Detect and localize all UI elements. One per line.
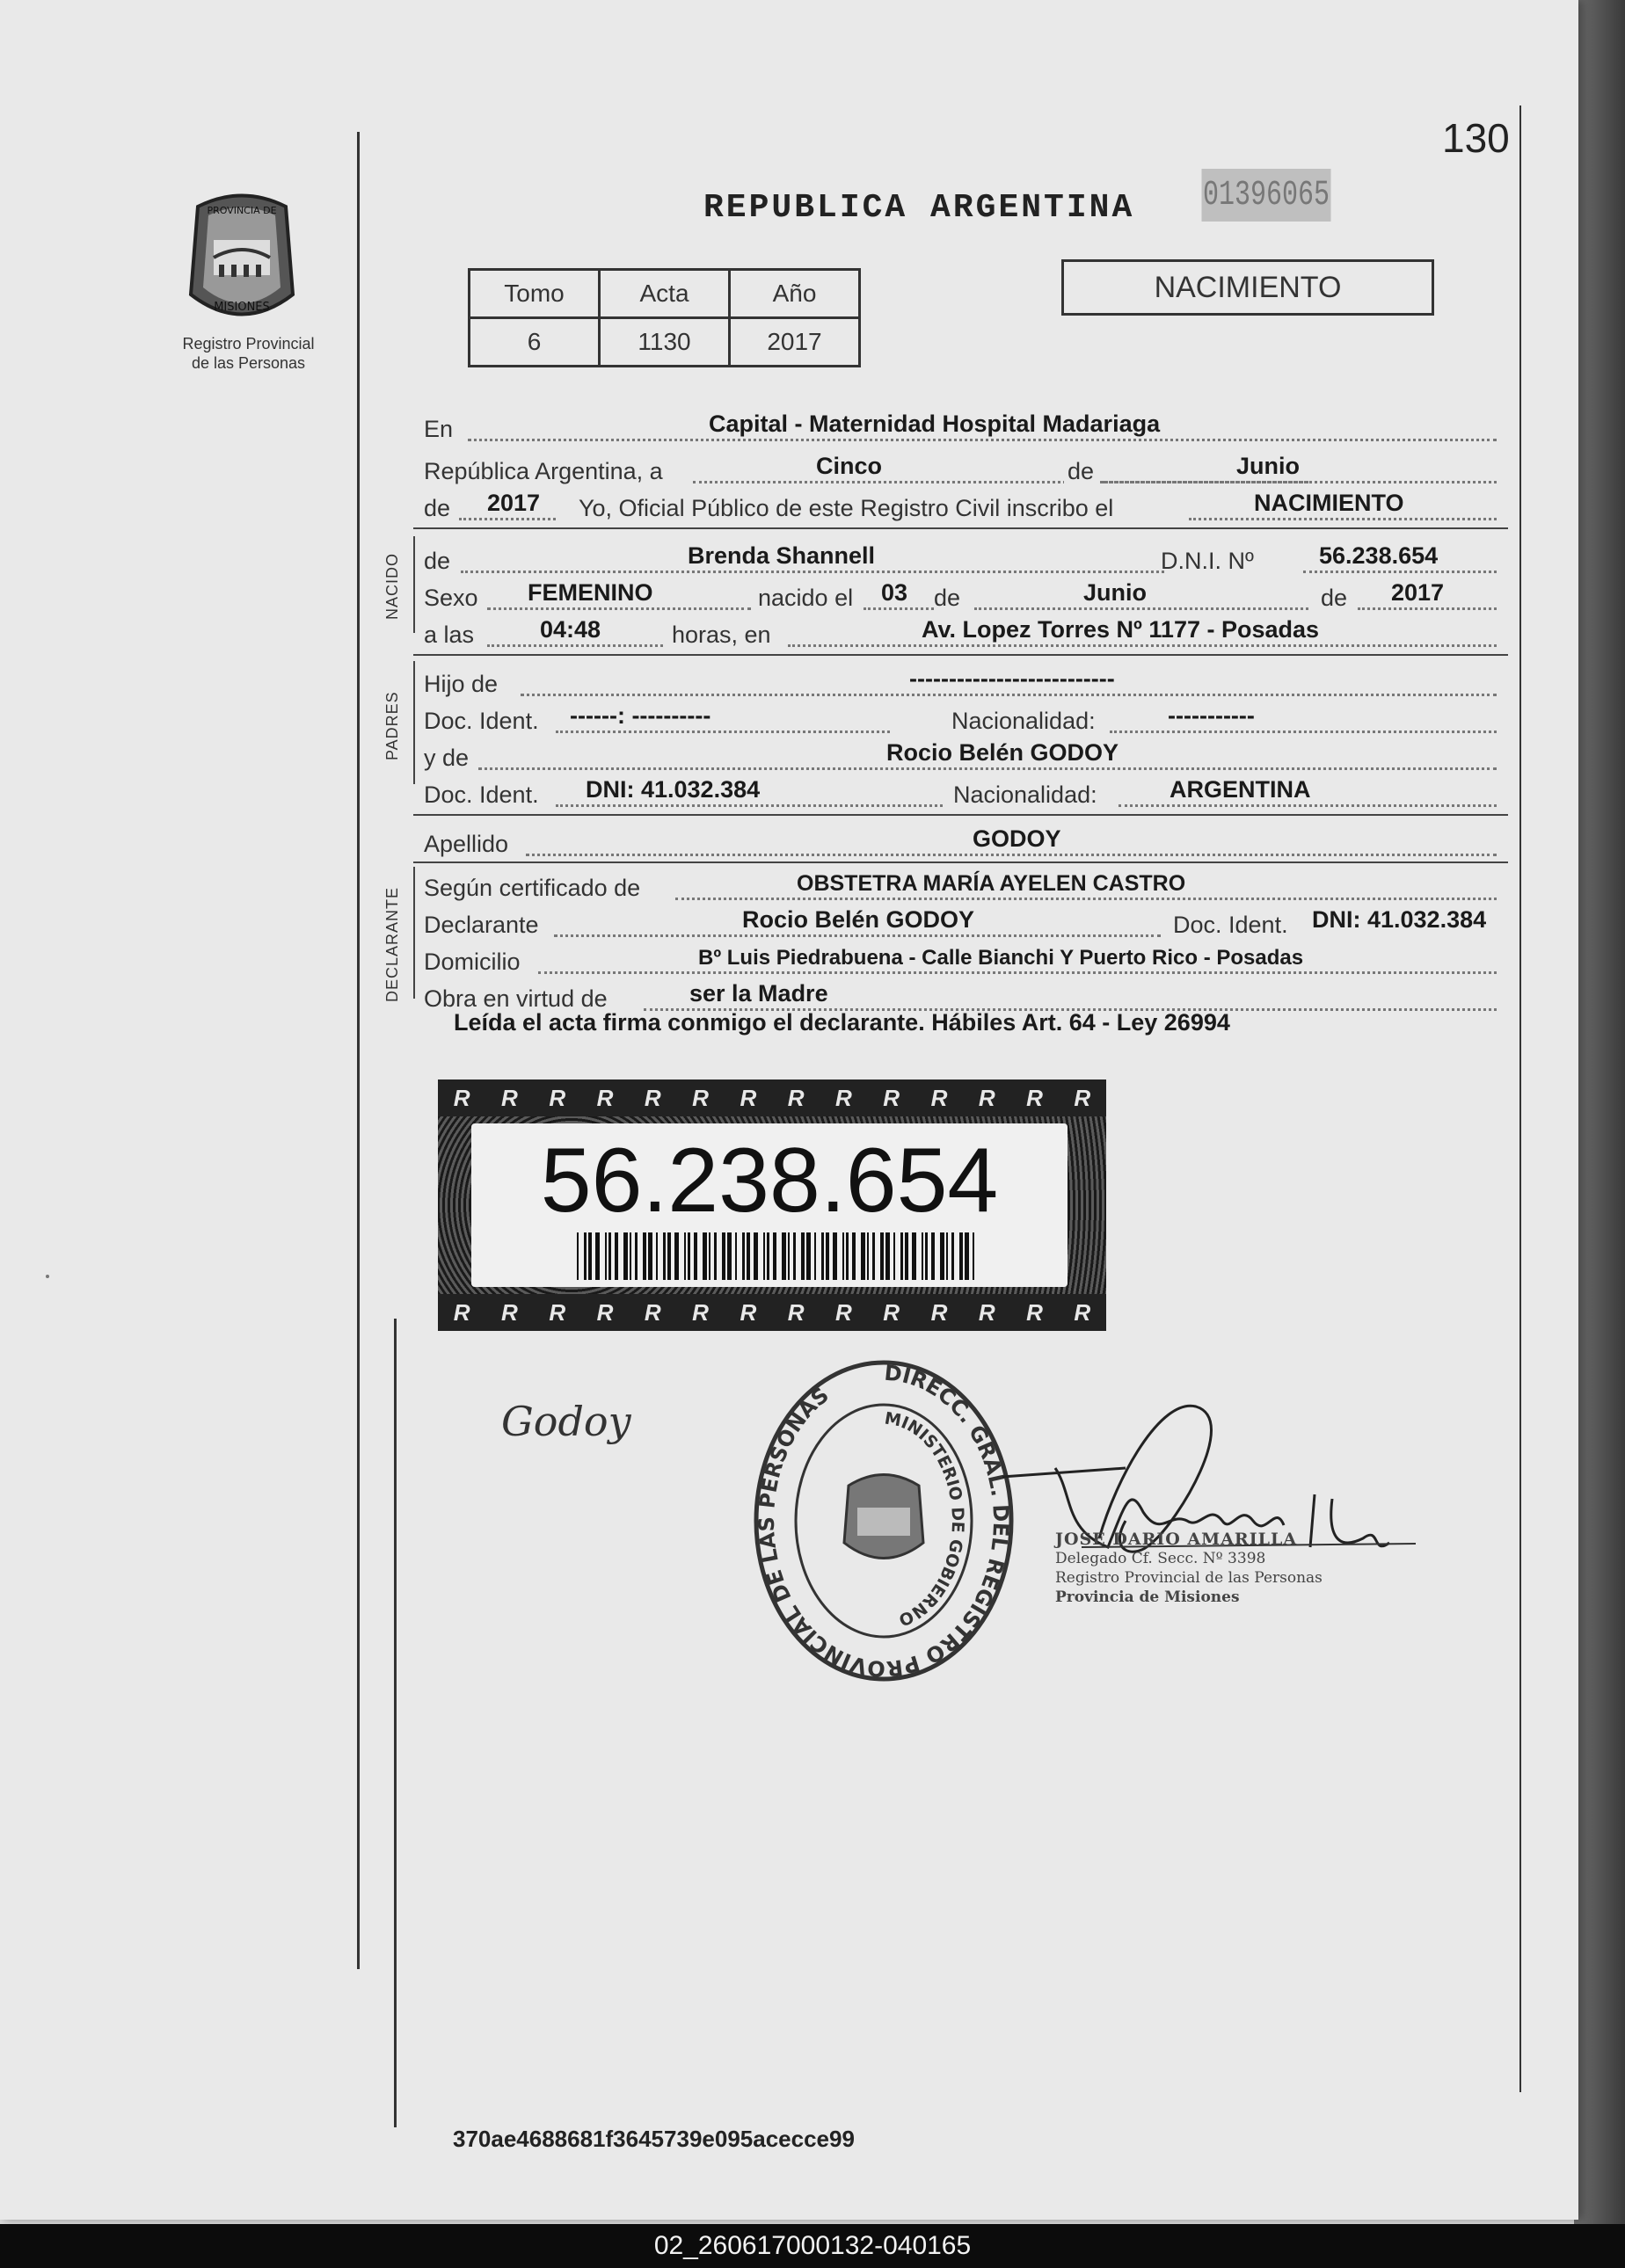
barcode-bar — [861, 1232, 865, 1280]
barcode-bar — [615, 1232, 618, 1280]
barcode-bar — [763, 1232, 765, 1280]
document-hash: 370ae4688681f3645739e095acecce99 — [453, 2126, 855, 2152]
barcode-bar — [940, 1232, 944, 1280]
address-value: Bº Luis Piedrabuena - Calle Bianchi Y Puerto Rico - Posadas — [698, 946, 1304, 970]
day-value: Cinco — [816, 453, 883, 479]
closing-statement: Leída el acta firma conmigo el declarante. Hábiles Art. 64 - Ley 26994 — [454, 1009, 1230, 1036]
barcode-bar — [623, 1232, 628, 1280]
barcode-bar — [885, 1232, 890, 1280]
section-label-padres: PADRES — [383, 691, 401, 760]
card-pattern-letter: R — [644, 1298, 661, 1326]
left-margin-rule-lower — [394, 1319, 397, 2127]
line-nacido-hora: a las 04:48 horas, en Av. Lopez Torres Nº 1177 - Posadas — [424, 612, 1514, 651]
child-sex: FEMENINO — [528, 579, 653, 606]
barcode-bar — [608, 1232, 611, 1280]
card-pattern-letter: R — [549, 1084, 566, 1111]
barcode-bar — [588, 1232, 592, 1280]
barcode-bar — [880, 1232, 884, 1280]
line-doc2: Doc. Ident. DNI: 41.032.384 Nacionalidad: ARGENTINA — [424, 772, 1514, 811]
barcode-bar — [773, 1232, 776, 1280]
record-value-tomo: 6 — [470, 318, 600, 367]
line-declarante: Declarante Rocio Belén GODOY Doc. Ident. DNI: 41.032.384 — [424, 906, 1487, 938]
barcode-bar — [727, 1232, 732, 1280]
place-value: Capital - Maternidad Hospital Madariaga — [709, 411, 1161, 437]
seal-inner-text: MINISTERIO DE GOBIERNO — [883, 1408, 968, 1630]
card-pattern-row — [438, 1079, 1106, 1116]
handwritten-surname: Godoy — [501, 1398, 631, 1445]
section-label-nacido: NACIDO — [383, 552, 401, 620]
left-margin-rule — [357, 132, 360, 1969]
record-value-anio: 2017 — [730, 318, 860, 367]
card-pattern-letter: R — [596, 1084, 614, 1111]
barcode-bar — [584, 1232, 587, 1280]
card-pattern-letter: R — [835, 1298, 852, 1326]
barcode-bar — [900, 1232, 903, 1280]
barcode-bar — [605, 1232, 607, 1280]
dni-number: 56.238.654 — [540, 1130, 999, 1232]
card-pattern-letter: R — [1074, 1084, 1091, 1111]
certificate-value: OBSTETRA MARÍA AYELEN CASTRO — [797, 871, 1186, 896]
card-pattern-letter: R — [835, 1084, 852, 1111]
signatory-name: JOSE DARIO AMARILLA — [1055, 1530, 1298, 1549]
barcode-bar — [747, 1232, 750, 1280]
card-pattern-letter: R — [1026, 1084, 1043, 1111]
signature-caption — [1055, 1530, 1354, 1607]
barcode-bar — [577, 1232, 579, 1280]
record-header-tomo: Tomo — [470, 270, 600, 318]
barcode-bar — [714, 1232, 717, 1280]
declarant-name: Rocio Belén GODOY — [742, 906, 975, 933]
barcode-bar — [674, 1232, 679, 1280]
birth-place: Av. Lopez Torres Nº 1177 - Posadas — [922, 616, 1320, 643]
line-obra: Obra en virtud de ser la Madre — [424, 976, 1514, 1014]
barcode-bar — [782, 1232, 786, 1280]
signatory-role: Delegado Cf. Secc. Nº 3398 — [1055, 1550, 1266, 1567]
dni-card — [438, 1079, 1106, 1331]
barcode-bar — [922, 1232, 923, 1280]
line-certificado: Según certificado de OBSTETRA MARÍA AYELEN CASTRO — [424, 865, 1514, 904]
reason-value: ser la Madre — [689, 980, 828, 1007]
card-pattern-letter: R — [692, 1084, 709, 1111]
inscribo-value: NACIMIENTO — [1254, 490, 1404, 516]
logo-text-top: PROVINCIA DE — [207, 205, 277, 216]
card-pattern-letter: R — [501, 1298, 518, 1326]
footer-code: 02_260617000132-040165 — [0, 2224, 1625, 2268]
card-pattern-letter: R — [883, 1084, 900, 1111]
barcode-bar — [722, 1232, 725, 1280]
barcode-bar — [872, 1232, 875, 1280]
province-logo — [180, 189, 303, 330]
card-pattern-letter: R — [787, 1298, 805, 1326]
father-nationality: ----------- — [1168, 702, 1255, 729]
barcode-bar — [788, 1232, 790, 1280]
barcode-bar — [925, 1232, 928, 1280]
card-pattern-letter: R — [453, 1084, 470, 1111]
barcode-bar — [793, 1232, 796, 1280]
record-header-acta: Acta — [600, 270, 730, 318]
card-pattern-letter: R — [978, 1298, 995, 1326]
record-value-acta: 1130 — [600, 318, 730, 367]
barcode-bar — [635, 1232, 638, 1280]
card-pattern-letter: R — [740, 1298, 757, 1326]
card-pattern-letter: R — [692, 1298, 709, 1326]
barcode-bar — [852, 1232, 856, 1280]
birth-time: 04:48 — [540, 616, 601, 643]
barcode-bar — [965, 1232, 969, 1280]
barcode-bar — [826, 1232, 829, 1280]
birth-day: 03 — [881, 579, 908, 606]
card-pattern-letter: R — [644, 1084, 661, 1111]
barcode-bar — [912, 1232, 916, 1280]
signatory-province: Provincia de Misiones — [1055, 1588, 1240, 1606]
barcode-bar — [821, 1232, 824, 1280]
document-title: REPUBLICA ARGENTINA — [703, 189, 1135, 227]
barcode-bar — [905, 1232, 908, 1280]
barcode-bar — [595, 1232, 600, 1280]
barcode-bar — [959, 1232, 963, 1280]
backdrop — [1574, 0, 1625, 2224]
barcode-bar — [951, 1232, 954, 1280]
barcode-bar — [742, 1232, 745, 1280]
serial-number: 01396065 — [1202, 169, 1331, 222]
card-pattern-letter: R — [883, 1298, 900, 1326]
page-number: 130 — [1442, 115, 1510, 161]
line-year: de 2017 Yo, Oficial Público de este Registro Civil inscribo el NACIMIENTO — [424, 485, 1514, 524]
barcode-bar — [754, 1232, 758, 1280]
month-value: Junio — [1236, 453, 1300, 479]
card-pattern-letter: R — [1074, 1298, 1091, 1326]
barcode-bar — [867, 1232, 869, 1280]
record-header-anio: Año — [730, 270, 860, 318]
year-value: 2017 — [487, 490, 541, 516]
registry-name: Registro Provincial de las Personas — [182, 335, 315, 372]
barcode-bar — [801, 1232, 805, 1280]
card-pattern-letter: R — [930, 1084, 948, 1111]
birth-year: 2017 — [1391, 579, 1445, 606]
card-pattern-letter: R — [549, 1298, 566, 1326]
child-name: Brenda Shannell — [688, 542, 876, 569]
card-pattern-letter: R — [930, 1298, 948, 1326]
barcode-bar — [667, 1232, 671, 1280]
line-nacido-name: de Brenda Shannell D.N.I. Nº 56.238.654 — [424, 538, 1514, 577]
card-pattern-letter: R — [453, 1298, 470, 1326]
line-nacido-sexo: Sexo FEMENINO nacido el 03 de Junio de 2017 — [424, 575, 1514, 614]
line-date: República Argentina, a Cinco de Junio — [424, 448, 1514, 487]
mother-nationality: ARGENTINA — [1170, 776, 1311, 803]
barcode-bar — [630, 1232, 631, 1280]
barcode-bar — [973, 1232, 974, 1280]
card-pattern-letter: R — [978, 1084, 995, 1111]
barcode-bar — [842, 1232, 844, 1280]
line-apellido: Apellido GODOY — [424, 821, 1514, 860]
barcode-bar — [688, 1232, 690, 1280]
child-dni: 56.238.654 — [1319, 542, 1439, 569]
barcode-bar — [735, 1232, 737, 1280]
barcode-bar — [946, 1232, 948, 1280]
barcode-bar — [694, 1232, 697, 1280]
card-pattern-letter: R — [1026, 1298, 1043, 1326]
barcode-bar — [656, 1232, 658, 1280]
father-doc: ------: ---------- — [570, 702, 711, 729]
line-hijo-de: Hijo de -------------------------- — [424, 661, 1514, 700]
barcode-bar — [648, 1232, 652, 1280]
signatory-office: Registro Provincial de las Personas — [1055, 1569, 1323, 1587]
card-pattern-letter: R — [501, 1084, 518, 1111]
barcode-bar — [709, 1232, 710, 1280]
card-pattern-row — [438, 1294, 1106, 1331]
surname-value: GODOY — [973, 825, 1061, 852]
barcode-bar — [767, 1232, 769, 1280]
card-pattern-letter: R — [740, 1084, 757, 1111]
mother-doc: DNI: 41.032.384 — [586, 776, 761, 803]
barcode-bar — [814, 1232, 816, 1280]
card-pattern-letter: R — [787, 1084, 805, 1111]
barcode-bar — [684, 1232, 686, 1280]
declarant-doc: DNI: 41.032.384 — [1312, 906, 1487, 933]
barcode-bar — [846, 1232, 849, 1280]
line-doc1: Doc. Ident. ------: ---------- Nacionalidad: ----------- — [424, 698, 1514, 737]
record-type-box: NACIMIENTO — [1061, 259, 1434, 316]
line-en: En Capital - Maternidad Hospital Madariaga — [424, 406, 1514, 445]
record-table — [468, 268, 861, 367]
section-label-declarante: DECLARANTE — [383, 886, 401, 1002]
birth-month: Junio — [1083, 579, 1147, 606]
father-name: -------------------------- — [909, 665, 1115, 692]
line-domicilio: Domicilio Bº Luis Piedrabuena - Calle Bianchi Y Puerto Rico - Posadas — [424, 939, 1514, 978]
right-margin-rule — [1519, 105, 1521, 2092]
barcode-bar — [893, 1232, 895, 1280]
dni-card-face — [471, 1123, 1068, 1287]
barcode-bar — [663, 1232, 666, 1280]
barcode — [577, 1232, 981, 1280]
barcode-bar — [643, 1232, 646, 1280]
barcode-bar — [833, 1232, 837, 1280]
line-y-de: y de Rocio Belén GODOY — [424, 735, 1514, 774]
margin-dot — [46, 1275, 49, 1278]
mother-name: Rocio Belén GODOY — [886, 739, 1119, 766]
barcode-bar — [931, 1232, 935, 1280]
logo-text-bottom: MISIONES — [214, 301, 270, 314]
barcode-bar — [806, 1232, 811, 1280]
barcode-bar — [703, 1232, 707, 1280]
seal-outer-text: DIRECC. GRAL. DEL REGISTRO PROVINCIAL DE LAS PERSONAS — [754, 1360, 1014, 1682]
card-pattern-letter: R — [596, 1298, 614, 1326]
